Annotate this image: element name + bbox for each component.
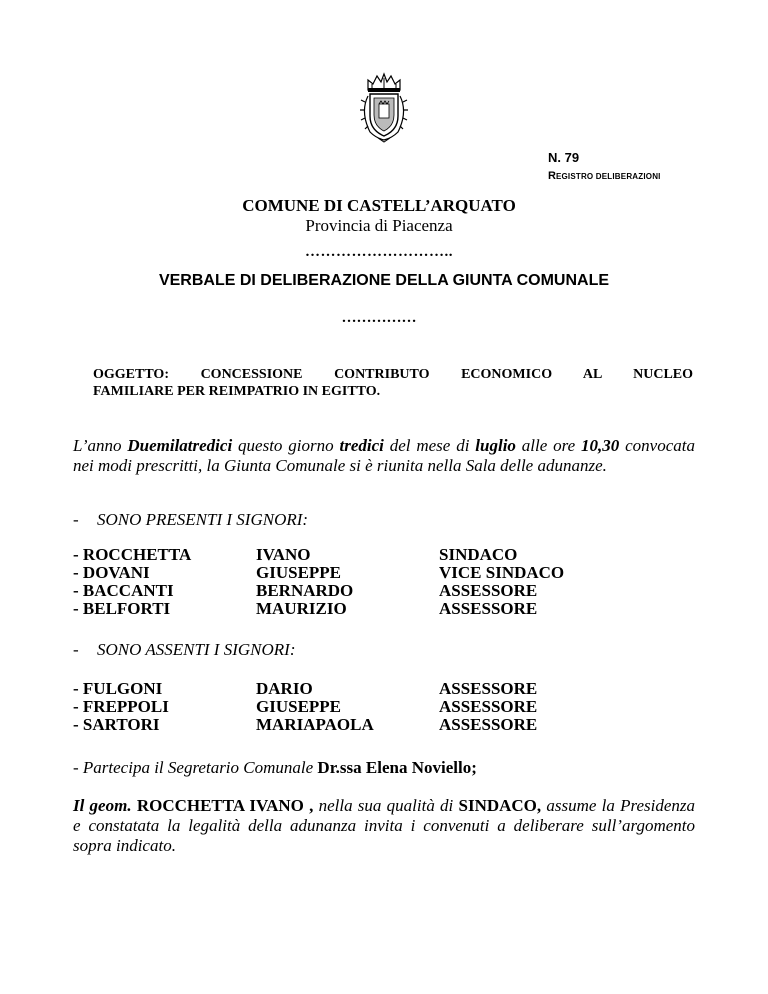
- member-role: SINDACO: [439, 545, 518, 564]
- member-role: ASSESSORE: [439, 581, 538, 600]
- subject-word: CONTRIBUTO: [334, 367, 430, 382]
- intro-text: del mese di: [383, 436, 476, 455]
- present-heading-dash: -: [73, 510, 79, 529]
- closing-lead: Il geom.: [73, 796, 132, 815]
- subject-line-1: [93, 367, 693, 383]
- intro-time: 10,30: [581, 436, 620, 455]
- closing-text: assume la Presidenza e constatata la legalità della adunanza invita i convenuti a deliberare sull’argomento sopra indicato.: [73, 796, 696, 855]
- member-role: ASSESSORE: [439, 679, 538, 698]
- closing-paragraph: [73, 796, 695, 856]
- intro-day: tredici: [339, 436, 384, 455]
- member-name: GIUSEPPE: [256, 697, 342, 716]
- member-name: MAURIZIO: [256, 599, 347, 618]
- absent-heading-dash: -: [73, 640, 79, 659]
- present-heading: [73, 510, 308, 530]
- member-surname: - ROCCHETTA: [73, 545, 192, 564]
- intro-year: Duemilatredici: [127, 436, 233, 455]
- member-role: ASSESSORE: [439, 599, 538, 618]
- closing-role: SINDACO,: [458, 796, 542, 815]
- absent-heading-text: SONO ASSENTI I SIGNORI:: [97, 640, 296, 659]
- intro-text: L’anno: [73, 436, 128, 455]
- member-role: ASSESSORE: [439, 715, 538, 734]
- closing-person: ROCCHETTA IVANO ,: [131, 796, 314, 815]
- intro-text: alle ore: [515, 436, 582, 455]
- member-name: IVANO: [256, 545, 311, 564]
- province-name: Provincia di Piacenza: [305, 216, 453, 235]
- municipality-name: COMUNE DI CASTELL’ARQUATO: [242, 196, 516, 215]
- separator-dots-2: ……………: [341, 310, 417, 326]
- register-label-rest: EGISTRO DELIBERAZIONI: [555, 172, 661, 181]
- subject-word: AL: [582, 367, 602, 382]
- present-heading-text: SONO PRESENTI I SIGNORI:: [97, 510, 309, 529]
- separator-dots: ………………………..: [305, 244, 453, 260]
- member-surname: - FREPPOLI: [73, 697, 169, 716]
- member-role: ASSESSORE: [439, 697, 538, 716]
- subject-word: ECONOMICO: [461, 367, 553, 382]
- member-surname: - SARTORI: [73, 715, 160, 734]
- intro-paragraph: [73, 436, 695, 476]
- subject-word: OGGETTO:: [93, 367, 169, 382]
- intro-text: questo giorno: [232, 436, 340, 455]
- register-label: [548, 170, 661, 182]
- municipal-crest-icon: [356, 72, 412, 144]
- member-name: BERNARDO: [256, 581, 354, 600]
- subject-line-2: FAMILIARE PER REIMPATRIO IN EGITTO.: [93, 384, 381, 399]
- member-surname: - BELFORTI: [73, 599, 171, 618]
- register-label-initial: R: [548, 170, 556, 182]
- member-name: GIUSEPPE: [256, 563, 342, 582]
- secretary-line: [73, 758, 477, 778]
- member-name: MARIAPAOLA: [256, 715, 374, 734]
- member-surname: - BACCANTI: [73, 581, 174, 600]
- intro-month: luglio: [475, 436, 516, 455]
- member-surname: - DOVANI: [73, 563, 150, 582]
- member-name: DARIO: [256, 679, 313, 698]
- closing-text: nella sua qualità di: [313, 796, 459, 815]
- absent-heading: [73, 640, 295, 660]
- secretary-name: Dr.ssa Elena Noviello;: [317, 758, 477, 777]
- deliberation-number: N. 79: [548, 150, 580, 165]
- subject-word: NUCLEO: [633, 367, 694, 382]
- intro-text: convocata nei modi prescritti, la Giunta Comunale si è riunita nella Sala delle adunanze.: [73, 436, 695, 475]
- subject-word: CONCESSIONE: [200, 367, 303, 382]
- document-title: VERBALE DI DELIBERAZIONE DELLA GIUNTA COMUNALE: [158, 272, 610, 289]
- member-surname: - FULGONI: [73, 679, 163, 698]
- member-role: VICE SINDACO: [439, 563, 565, 582]
- secretary-prefix: - Partecipa il Segretario Comunale: [73, 758, 318, 777]
